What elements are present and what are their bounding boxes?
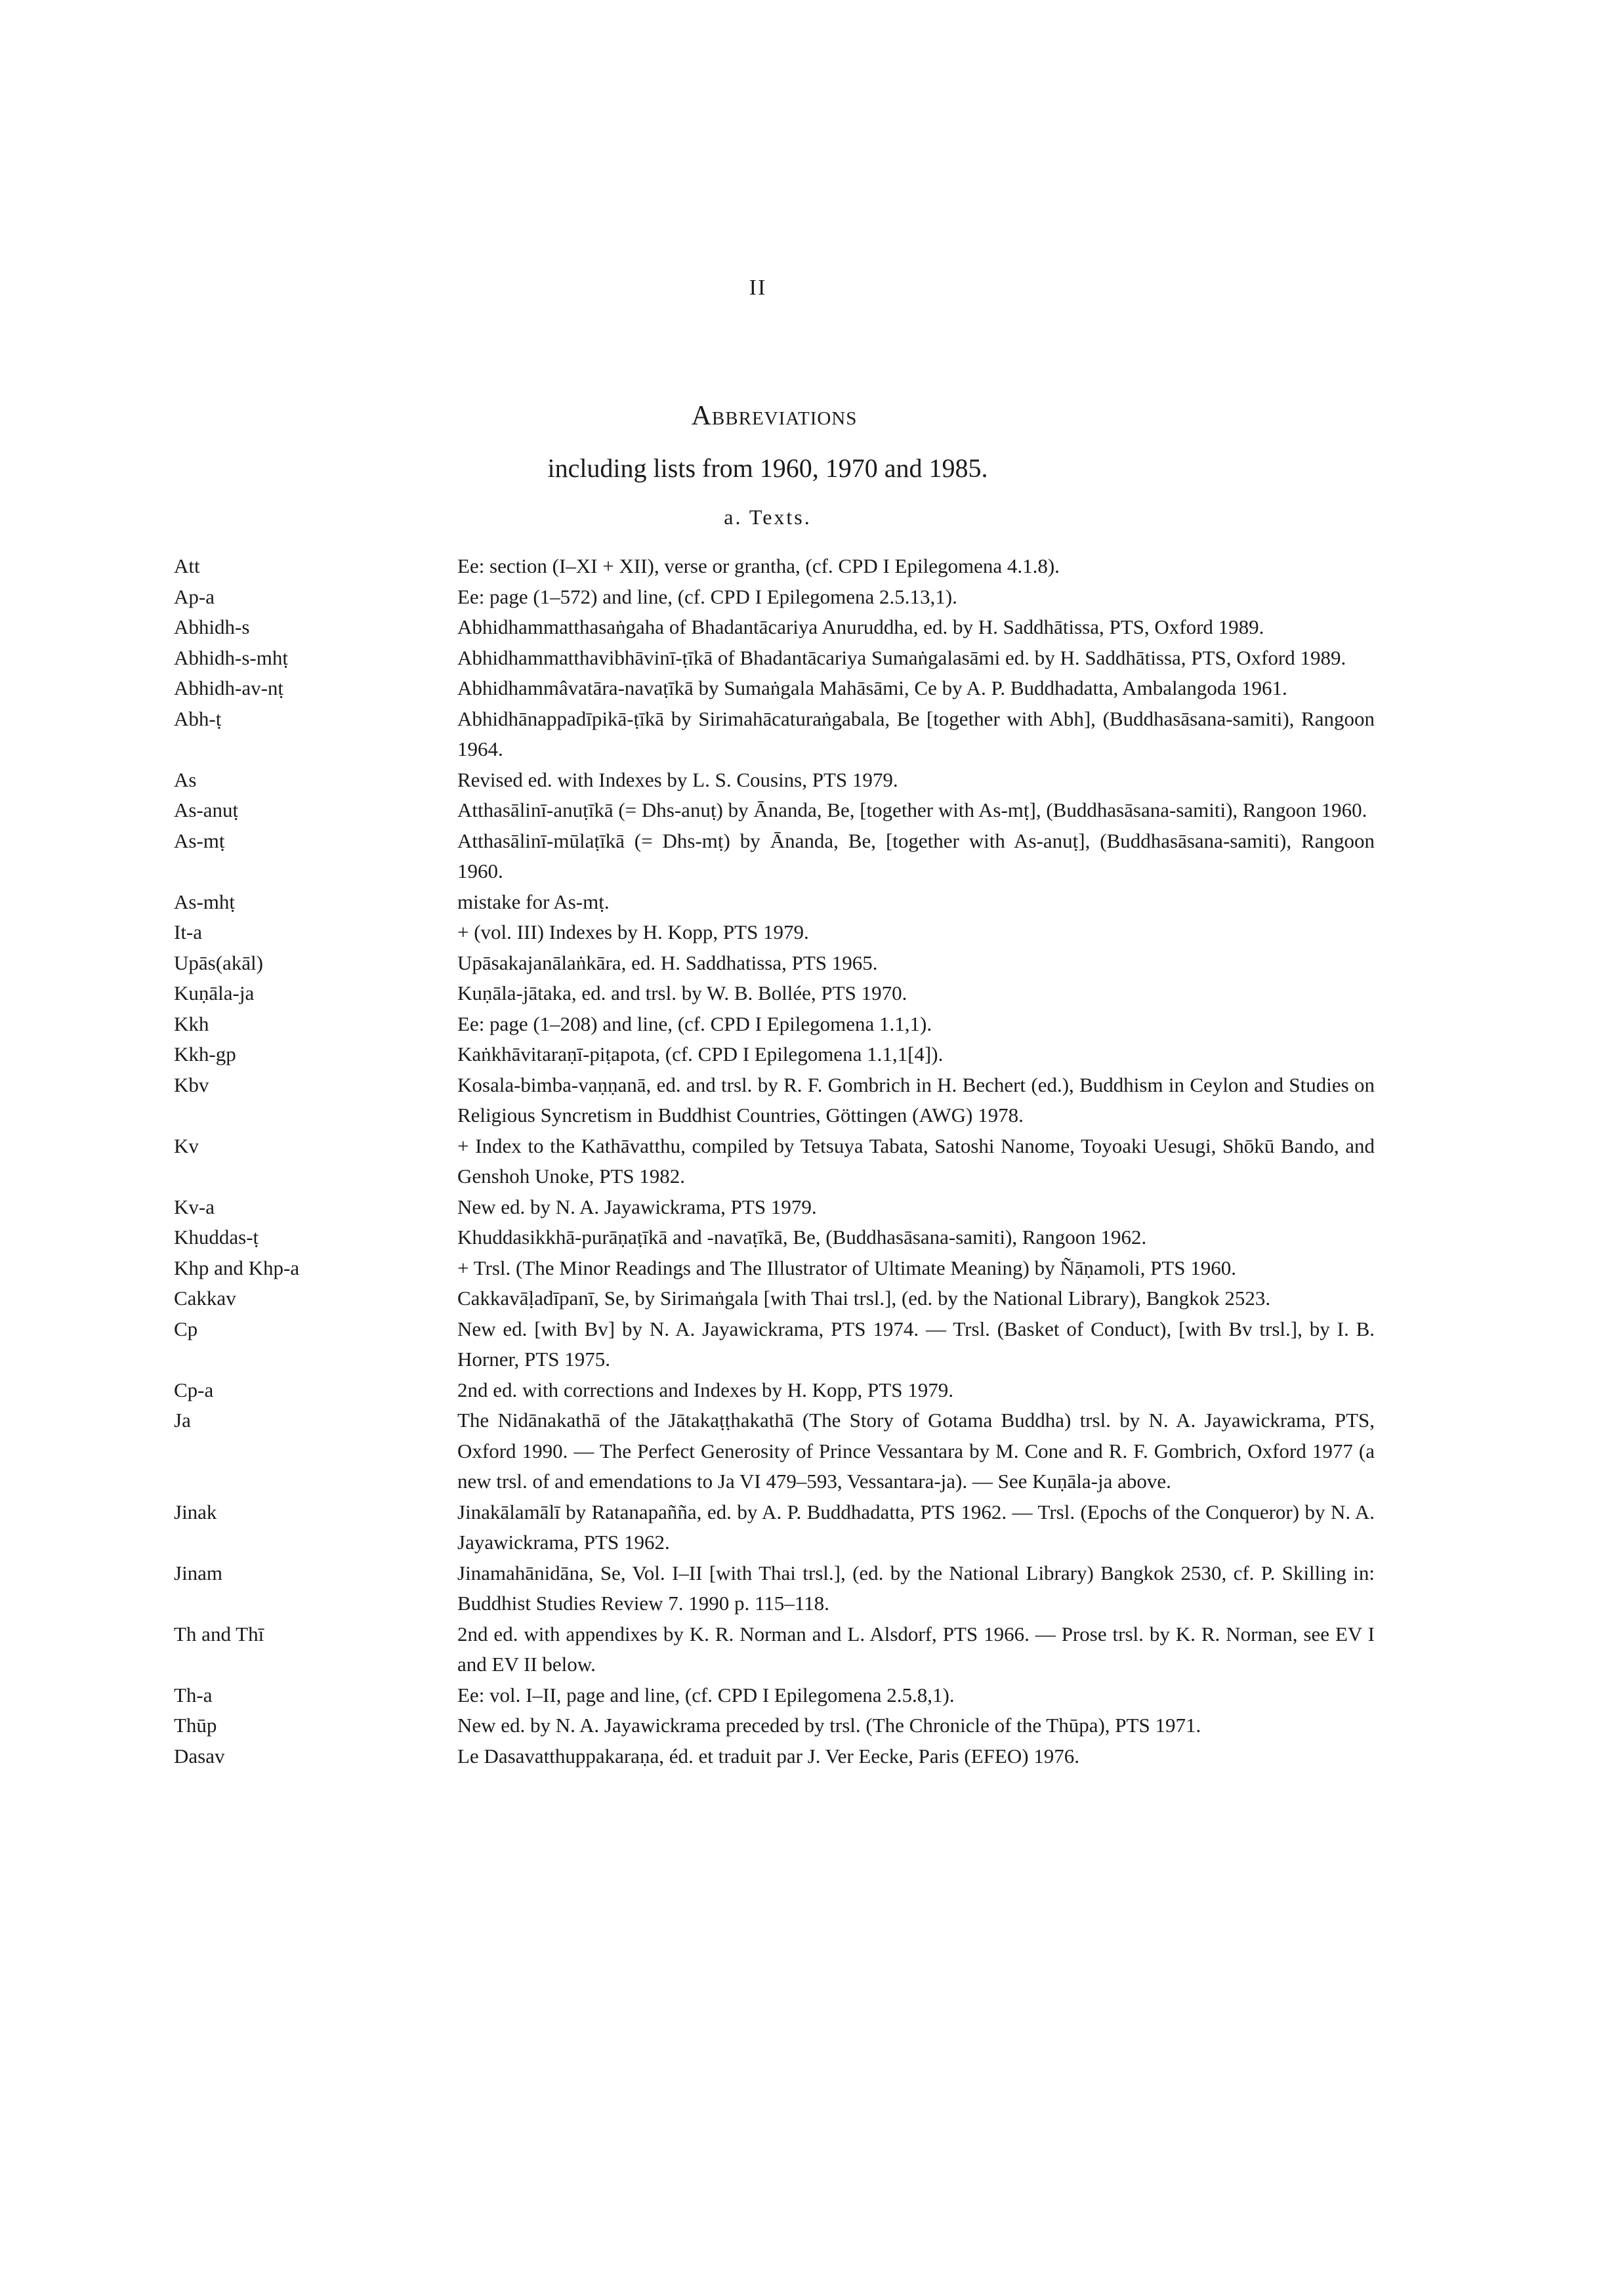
description: Atthasālinī-mūlaṭīkā (= Dhs-mṭ) by Ānanda, Be, [together with As-anuṭ], (Buddhasāsana-samiti), Rangoon 1960. (457, 829, 1375, 882)
entry-upasakal (174, 948, 1375, 979)
entry-abh-t (174, 704, 1375, 765)
page-subtitle: including lists from 1960, 1970 and 1985. (547, 453, 988, 483)
abbreviation: Kbv (174, 1073, 209, 1096)
entry-abhidh-av-nt (174, 673, 1375, 704)
description: Abhidhammatthasaṅgaha of Bhadantācariya Anuruddha, ed. by H. Saddhātissa, PTS, Oxford 1989. (457, 615, 1264, 638)
entry-it-a (174, 917, 1375, 948)
entry-dasav (174, 1741, 1375, 1772)
abbreviation: Cp-a (174, 1378, 214, 1401)
entry-kv-a (174, 1192, 1375, 1223)
abbreviation: As (174, 768, 197, 791)
abbreviation: Kkh (174, 1012, 209, 1035)
entry-kunala-ja (174, 978, 1375, 1009)
description: + Index to the Kathāvatthu, compiled by Tetsuya Tabata, Satoshi Nanome, Toyoaki Uesugi, Shōkū Bando, and Genshoh Unoke, PTS 1982. (457, 1134, 1375, 1188)
entry-cp-a (174, 1375, 1375, 1406)
description: Abhidhammâvatāra-navaṭīkā by Sumaṅgala Mahāsāmi, Ce by A. P. Buddhadatta, Ambalangoda 1961. (457, 676, 1287, 699)
description: + Trsl. (The Minor Readings and The Illustrator of Ultimate Meaning) by Ñāṇamoli, PTS 1960. (457, 1256, 1237, 1279)
section-heading: a. Texts. (724, 505, 812, 529)
abbreviation: Att (174, 554, 200, 577)
entry-kkh-gp (174, 1039, 1375, 1070)
entry-ja (174, 1405, 1375, 1497)
description: New ed. by N. A. Jayawickrama, PTS 1979. (457, 1195, 817, 1218)
description: Ee: vol. I–II, page and line, (cf. CPD I Epilegomena 2.5.8,1). (457, 1683, 955, 1706)
entry-khp (174, 1253, 1375, 1284)
abbreviation: Cp (174, 1317, 198, 1340)
entry-th-a (174, 1680, 1375, 1711)
page-number: II (749, 276, 767, 300)
abbreviation: Ja (174, 1409, 191, 1432)
description: 2nd ed. with appendixes by K. R. Norman and L. Alsdorf, PTS 1966. — Prose trsl. by K. R. Norman, see EV I and EV II below. (457, 1622, 1375, 1676)
abbreviation: Khp and Khp-a (174, 1256, 300, 1279)
abbreviation: Abhidh-s-mhṭ (174, 646, 288, 669)
abbreviation: Ap-a (174, 585, 215, 608)
description: Jinamahānidāna, Se, Vol. I–II [with Thai trsl.], (ed. by the National Library) Bangkok 2530, cf. P. Skilling in: Buddhist Studies Review 7. 1990 p. 115–118. (457, 1561, 1375, 1615)
description: Ee: page (1–572) and line, (cf. CPD I Epilegomena 2.5.13,1). (457, 585, 957, 608)
entry-as-mht (174, 887, 1375, 918)
entry-jinak (174, 1497, 1375, 1558)
abbreviation: As-anuṭ (174, 798, 239, 821)
description: Khuddasikkhā-purāṇaṭīkā and -navaṭīkā, Be, (Buddhasāsana-samiti), Rangoon 1962. (457, 1226, 1147, 1249)
entry-as-anut (174, 795, 1375, 826)
entry-att (174, 551, 1375, 582)
page-title: Abbreviations (691, 401, 858, 431)
abbreviation: Abhidh-av-nṭ (174, 676, 284, 699)
abbreviation: Cakkav (174, 1287, 236, 1310)
description: Atthasālinī-anuṭīkā (= Dhs-anuṭ) by Ānanda, Be, [together with As-mṭ], (Buddhasāsana-samiti), Rangoon 1960. (457, 798, 1367, 821)
description: Abhidhammatthavibhāvinī-ṭīkā of Bhadantācariya Sumaṅgalasāmi ed. by H. Saddhātissa, PTS, Oxford 1989. (457, 646, 1346, 669)
description: Ee: page (1–208) and line, (cf. CPD I Epilegomena 1.1,1). (457, 1012, 932, 1035)
abbreviation: It-a (174, 920, 203, 943)
description: Ee: section (I–XI + XII), verse or grantha, (cf. CPD I Epilegomena 4.1.8). (457, 554, 1060, 577)
entry-abhidh-s-mht (174, 643, 1375, 674)
abbreviation: Kv (174, 1134, 199, 1157)
abbreviation: Kuṇāla-ja (174, 982, 255, 1004)
entry-kbv (174, 1070, 1375, 1131)
description: The Nidānakathā of the Jātakaṭṭhakathā (The Story of Gotama Buddha) trsl. by N. A. Jayawickrama, PTS, Oxford 1990. — The Perfect Generosity of Prince Vessantara by M. Cone and R. F. Gombrich, Oxford 1977 (a new trsl. of and emendations to Ja VI 479–593, Vessantara-ja). — See Kuṇāla-ja above. (457, 1409, 1375, 1493)
entry-abhidh-s (174, 612, 1375, 643)
entry-thup (174, 1710, 1375, 1741)
description: Le Dasavatthuppakaraṇa, éd. et traduit par J. Ver Eecke, Paris (EFEO) 1976. (457, 1744, 1080, 1768)
description: Kaṅkhāvitaraṇī-piṭapota, (cf. CPD I Epilegomena 1.1,1[4]). (457, 1043, 944, 1065)
description: + (vol. III) Indexes by H. Kopp, PTS 1979. (457, 920, 809, 943)
description: New ed. [with Bv] by N. A. Jayawickrama, PTS 1974. — Trsl. (Basket of Conduct), [with Bv trsl.], by I. B. Horner, PTS 1975. (457, 1317, 1375, 1371)
abbreviation: As-mhṭ (174, 890, 235, 913)
description: Cakkavāḷadīpanī, Se, by Sirimaṅgala [with Thai trsl.], (ed. by the National Library), Bangkok 2523. (457, 1287, 1271, 1310)
description: Kosala-bimba-vaṇṇanā, ed. and trsl. by R. F. Gombrich in H. Bechert (ed.), Buddhism in Ceylon and Studies on Religious Syncretism in Buddhist Countries, Göttingen (AWG) 1978. (457, 1073, 1375, 1127)
abbreviation-list (174, 551, 1375, 1771)
entry-jinam (174, 1558, 1375, 1619)
abbreviation: Th-a (174, 1683, 213, 1706)
abbreviation: Kkh-gp (174, 1043, 236, 1065)
entry-as-mt (174, 826, 1375, 887)
abbreviation: Jinam (174, 1561, 223, 1584)
abbreviation: Abh-ṭ (174, 707, 222, 730)
description: 2nd ed. with corrections and Indexes by H. Kopp, PTS 1979. (457, 1378, 953, 1401)
description: Jinakālamālī by Ratanapañña, ed. by A. P. Buddhadatta, PTS 1962. — Trsl. (Epochs of the Conqueror) by N. A. Jayawickrama, PTS 1962. (457, 1500, 1375, 1554)
abbreviation: Upās(akāl) (174, 951, 263, 974)
description: mistake for As-mṭ. (457, 890, 610, 913)
abbreviation: Th and Thī (174, 1622, 264, 1645)
abbreviation: As-mṭ (174, 829, 225, 852)
description: Kuṇāla-jātaka, ed. and trsl. by W. B. Bollée, PTS 1970. (457, 982, 907, 1004)
entry-cp (174, 1314, 1375, 1375)
abbreviation: Thūp (174, 1714, 217, 1737)
entry-kkh (174, 1009, 1375, 1040)
description: New ed. by N. A. Jayawickrama preceded by trsl. (The Chronicle of the Thūpa), PTS 1971. (457, 1714, 1201, 1737)
entry-as (174, 765, 1375, 796)
abbreviation: Jinak (174, 1500, 217, 1523)
entry-th (174, 1619, 1375, 1680)
description: Revised ed. with Indexes by L. S. Cousins, PTS 1979. (457, 768, 898, 791)
abbreviation: Abhidh-s (174, 615, 250, 638)
abbreviation: Dasav (174, 1744, 225, 1768)
description: Upāsakajanālaṅkāra, ed. H. Saddhatissa, PTS 1965. (457, 951, 878, 974)
abbreviation: Khuddas-ṭ (174, 1226, 259, 1249)
entry-ap-a (174, 582, 1375, 613)
entry-khuddas-t (174, 1222, 1375, 1253)
description: Abhidhānappadīpikā-ṭīkā by Sirimahācaturaṅgabala, Be [together with Abh], (Buddhasāsana-samiti), Rangoon 1964. (457, 707, 1375, 760)
entry-cakkav (174, 1283, 1375, 1314)
abbreviation: Kv-a (174, 1195, 215, 1218)
entry-kv (174, 1131, 1375, 1192)
